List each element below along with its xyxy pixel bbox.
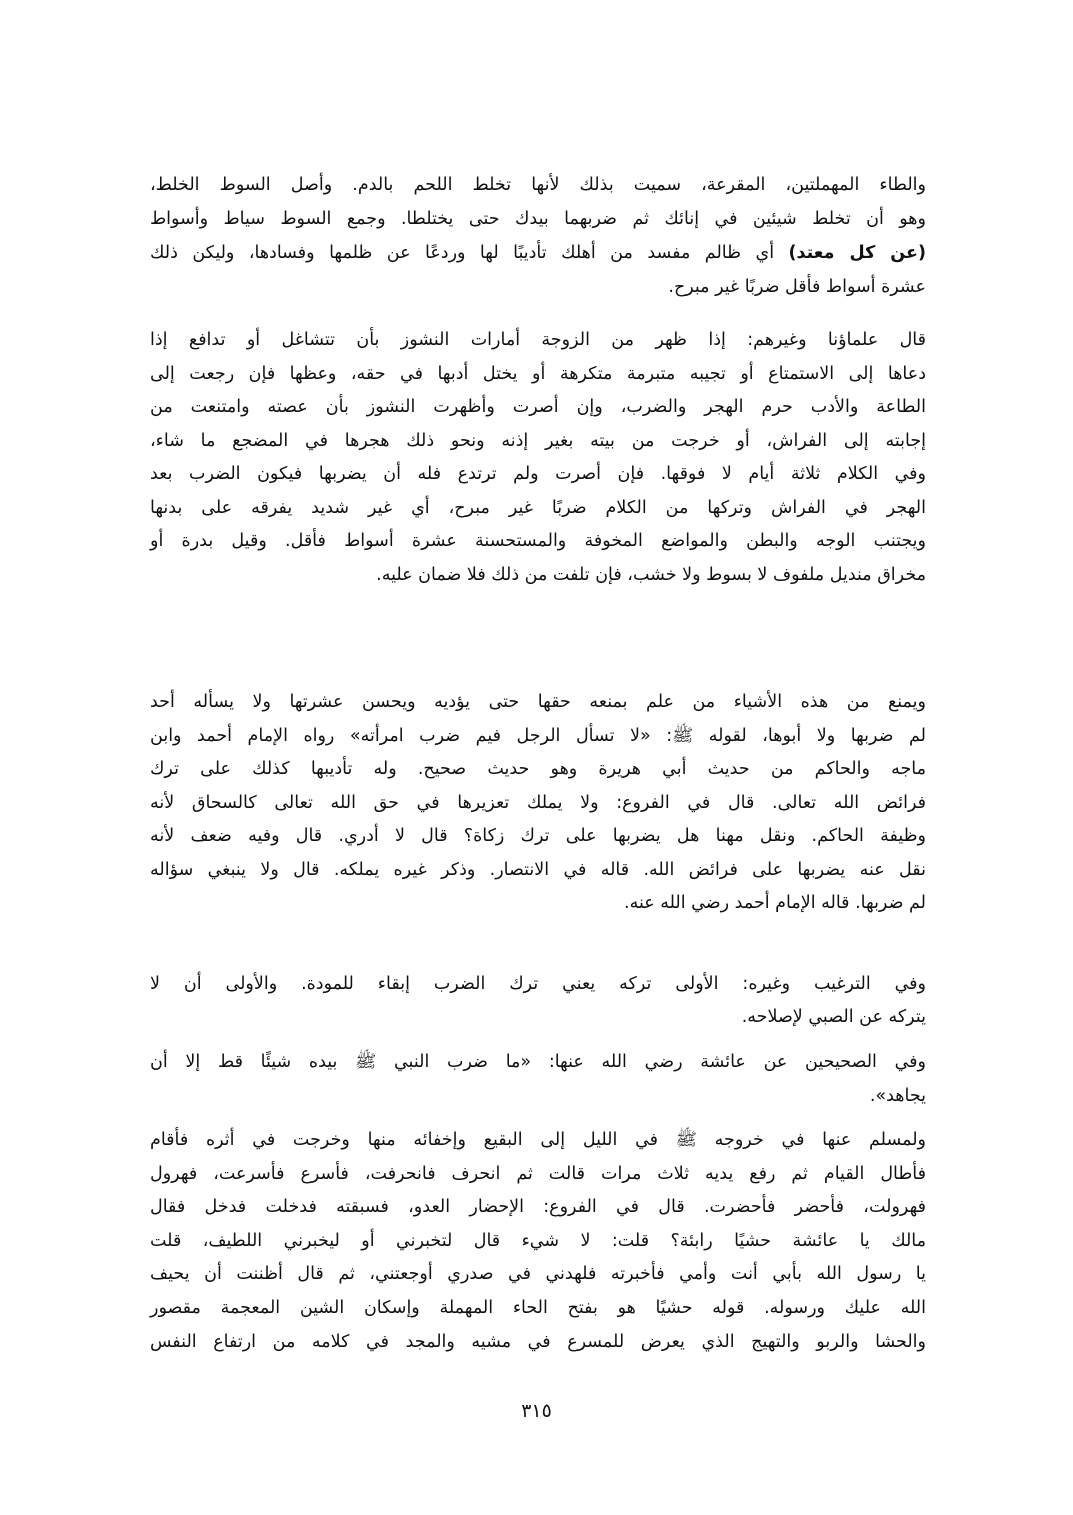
text-line: وهو أن تخلط شيئين في إنائك ثم ضربهما بيدك حتى يختلطا. وجمع السوط سياط وأسواط <box>150 209 926 229</box>
text-line: فهرولت، فأحضر فأحضرت. قال في الفروع: الإحضار العدو، فسبقته فدخلت فدخل فقال <box>150 1197 926 1217</box>
text-line: الله عليك ورسوله. قوله حشيًا هو بفتح الحاء المهملة وإسكان الشين المعجمة مقصور <box>150 1298 926 1318</box>
text-line: يتركه عن الصبي لإصلاحه. <box>741 1007 926 1027</box>
text-line: ويجتنب الوجه والبطن والمواضع المخوفة والمستحسنة عشرة أسواط فأقل. وقيل بدرة أو <box>150 531 926 551</box>
text-line: الطاعة والأدب حرم الهجر والضرب، وإن أصرت وأظهرت النشوز بأن عصته وامتنعت من <box>150 397 926 417</box>
text-line: لم ضربها ولا أبوها، لقوله ﷺ: «لا تسأل الرجل فيم ضرب امرأته» رواه الإمام أحمد وابن <box>150 726 926 746</box>
text-line: يجاهد». <box>869 1086 926 1106</box>
text-line: عشرة أسواط فأقل ضربًا غير مبرح. <box>668 277 926 297</box>
text-line: يا رسول الله بأبي أنت وأمي فأخبرته فلهدني في صدري أوجعتني، ثم قال أظننت أن يحيف <box>150 1264 926 1284</box>
text-line: وفي الكلام ثلاثة أيام لا فوقها. فإن أصرت ولم ترتدع فله أن يضربها فيكون الضرب بعد <box>150 464 926 484</box>
text-line: مالك يا عائشة حشيًا رابئة؟ قلت: لا شيء قال لتخبرني أو ليخبرني اللطيف، قلت <box>150 1231 926 1251</box>
text-line: وفي الترغيب وغيره: الأولى تركه يعني ترك الضرب إبقاء للمودة. والأولى أن لا <box>150 974 926 994</box>
bold-phrase: (عن كل معتد) <box>788 243 926 263</box>
text-line: (عن كل معتد) أي ظالم مفسد من أهلك تأديبًا لها وردعًا عن ظلمها وفسادها، وليكن ذلك <box>150 243 926 263</box>
text-line: والطاء المهملتين، المقرعة، سميت بذلك لأنها تخلط اللحم بالدم. وأصل السوط الخلط، <box>150 175 926 195</box>
page-number: ٣١٥ <box>521 1400 552 1422</box>
text-line: وفي الصحيحين عن عائشة رضي الله عنها: «ما ضرب النبي ﷺ بيده شيئًا قط إلا أن <box>150 1052 926 1072</box>
text-line: ماجه والحاكم من حديث أبي هريرة وهو حديث صحيح. وله تأديبها كذلك على ترك <box>150 759 926 779</box>
text-line: والحشا والربو والتهيج الذي يعرض للمسرع في مشيه والمجد في كلامه من ارتفاع النفس <box>150 1332 926 1352</box>
text-line: لم ضربها. قاله الإمام أحمد رضي الله عنه. <box>624 893 926 913</box>
text-line: قال علماؤنا وغيرهم: إذا ظهر من الزوجة أمارات النشوز بأن تتشاغل أو تدافع إذا <box>150 330 926 350</box>
text-line: مخراق منديل ملفوف لا بسوط ولا خشب، فإن تلفت من ذلك فلا ضمان عليه. <box>376 565 926 585</box>
text-line: ويمنع من هذه الأشياء من علم بمنعه حقها حتى يؤديه ويحسن عشرتها ولا يسأله أحد <box>150 692 926 712</box>
text-line: فرائض الله تعالى. قال في الفروع: ولا يملك تعزيرها في حق الله تعالى كالسحاق لأنه <box>150 793 926 813</box>
text-line: دعاها إلى الاستمتاع أو تجيبه متبرمة متكرهة أو يختل أدبها في حقه، وعظها فإن رجعت إلى <box>150 364 926 384</box>
text-line: وظيفة الحاكم. ونقل مهنا هل يضربها على ترك زكاة؟ قال لا أدري. قال وفيه ضعف لأنه <box>150 826 926 846</box>
text-line: نقل عنه يضربها على فرائض الله. قاله في الانتصار. وذكر غيره يملكه. قال ولا ينبغي سؤاله <box>150 860 926 880</box>
text-line: ولمسلم عنها في خروجه ﷺ في الليل إلى البقيع وإخفائه منها وخرجت في أثره فأقام <box>150 1130 926 1150</box>
text-line: فأطال القيام ثم رفع يديه ثلاث مرات قالت ثم انحرف فانحرفت، فأسرع فأسرعت، فهرول <box>150 1164 926 1184</box>
text-line: الهجر في الفراش وتركها من الكلام ضربًا غير مبرح، أي غير شديد يفرقه على بدنها <box>150 498 926 518</box>
text-line: إجابته إلى الفراش، أو خرجت من بيته بغير إذنه ونحو ذلك هجرها في المضجع ما شاء، <box>150 431 926 451</box>
